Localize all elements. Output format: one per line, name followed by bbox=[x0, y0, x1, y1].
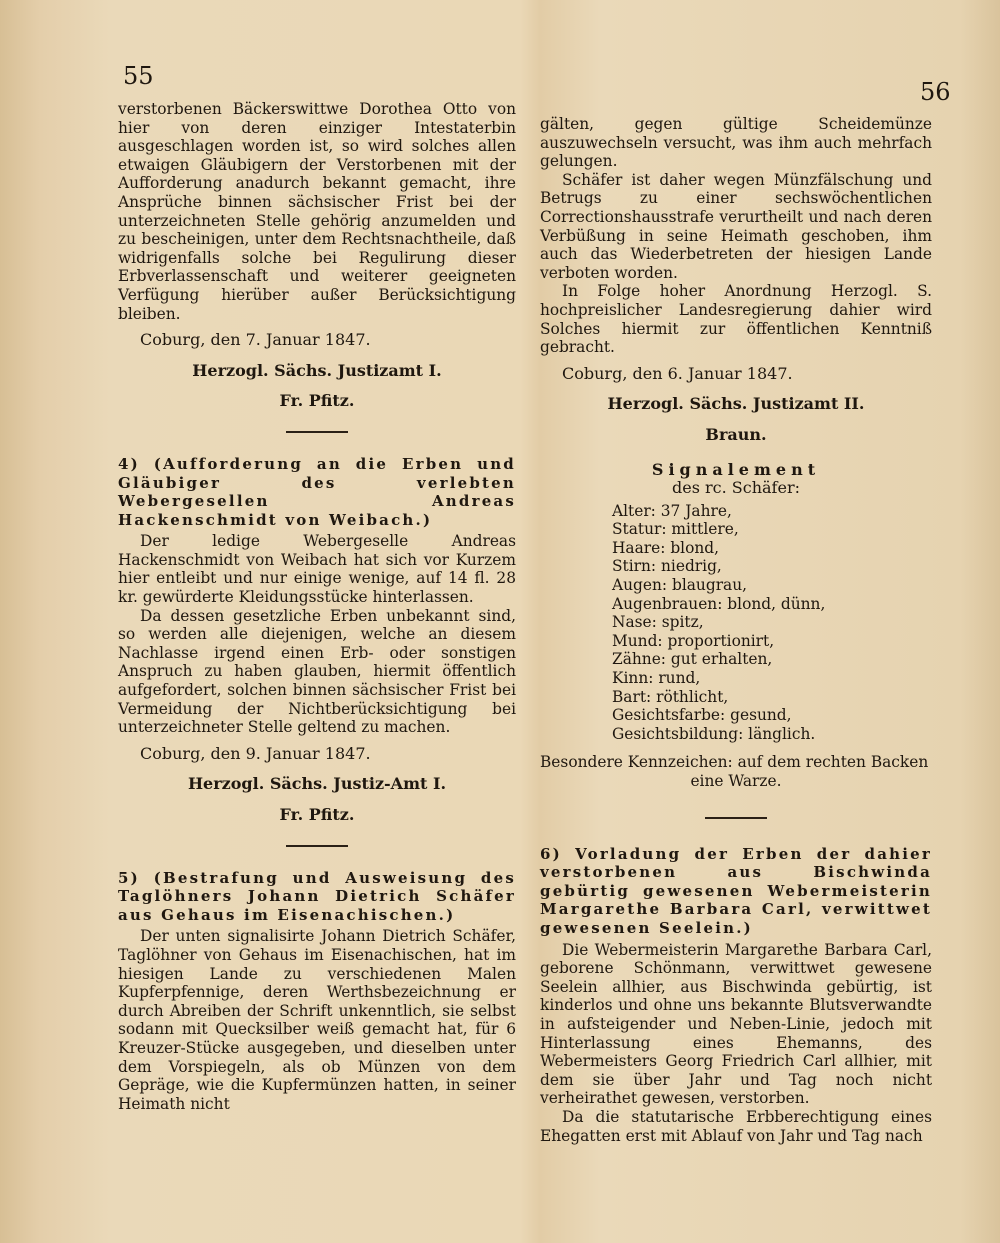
section-4-paragraph-2: Da dessen gesetzliche Erben unbekannt sind, so werden alle diejenigen, welche an diesem Nachlasse irgend einen Erb- oder sonstigen Anspruch zu haben glauben, hiermit öffentlich aufgefordert, solchen binnen sächsischer Frist bei Vermeidung der Nichtberücksichtigung bei unterzeichneter Stelle geltend zu machen. bbox=[118, 606, 516, 737]
section-divider bbox=[286, 845, 348, 847]
section-4-paragraph-1: Der ledige Webergeselle Andreas Hackenschmidt von Weibach hat sich vor Kurzem hier entleibt und nur einige wenige, auf 14 fl. 28 kr. gewürderte Kleidungsstücke hinterlassen. bbox=[118, 532, 516, 607]
signature-2: Fr. Pfitz. bbox=[279, 805, 355, 824]
description-item: Augenbrauen: blond, dünn, bbox=[612, 594, 826, 613]
intro-paragraph: verstorbenen Bäckerswittwe Dorothea Otto von hier von deren einziger Intestaterbin ausgeschlagen worden ist, so wird solches allen etwaigen Gläubigern der Verstorbenen mit der Aufforderung anadurch bekannt gemacht, ihre Ansprüche binnen sächsischer Frist bei der unterzeichneten Stelle gehörig anzumelden und zu bescheinigen, unter dem Rechtsnachtheile, daß widrigenfalls solche bei Regulirung dieser Erbverlassenschaft und weiterer geeigneten Verfügung hierüber außer Berücksichtigung bleiben. bbox=[118, 100, 516, 323]
description-item: Statur: mittlere, bbox=[612, 520, 739, 539]
right-column bbox=[540, 115, 932, 1145]
authority-line-2: Herzogl. Sächs. Justiz-Amt I. bbox=[187, 774, 447, 794]
authority-line-3: Herzogl. Sächs. Justizamt II. bbox=[607, 394, 865, 414]
authority-line-1: Herzogl. Sächs. Justizamt I. bbox=[192, 360, 442, 380]
description-item: Alter: 37 Jahre, bbox=[612, 501, 732, 520]
special-marks bbox=[540, 753, 932, 790]
section-6-heading: 6) Vorladung der Erben der dahier verstorbenen aus Bischwinda gebürtig gewesenen Webermeisterin Margarethe Barbara Carl, verwittwet gewesenen Seelein.) bbox=[540, 844, 932, 937]
left-column bbox=[118, 100, 516, 1113]
signature-1: Fr. Pfitz. bbox=[279, 391, 355, 411]
special-marks-line-2: eine Warze. bbox=[690, 772, 782, 790]
section-6-paragraph-2: Da die statutarische Erbberechtigung eines Ehegatten erst mit Ablauf von Jahr und Tag nach bbox=[540, 1107, 932, 1145]
section-divider bbox=[705, 817, 767, 819]
description-item: Augen: blaugrau, bbox=[612, 576, 748, 595]
description-item: Gesichtsbildung: länglich. bbox=[612, 724, 816, 743]
section-divider bbox=[286, 431, 348, 433]
section-4-heading: 4) (Aufforderung an die Erben und Gläubiger des verlebten Webergesellen Andreas Hackenschmidt von Weibach.) bbox=[118, 454, 516, 529]
description-item: Haare: blond, bbox=[612, 538, 720, 557]
page-number-left: 55 bbox=[123, 62, 154, 90]
description-item: Stirn: niedrig, bbox=[612, 557, 722, 576]
section-5-heading: 5) (Bestrafung und Ausweisung des Taglöhners Johann Dietrich Schäfer aus Gehaus im Eisenachischen.) bbox=[118, 868, 516, 924]
date-line-2: Coburg, den 9. Januar 1847. bbox=[140, 743, 371, 763]
description-item: Bart: röthlicht, bbox=[612, 687, 729, 706]
signalement-subtitle: des rc. Schäfer: bbox=[672, 478, 800, 498]
description-item: Mund: proportionirt, bbox=[612, 631, 775, 650]
section-6-paragraph-1: Die Webermeisterin Margarethe Barbara Carl, geborene Schönmann, verwittwet gewesene Seelein allhier, aus Bischwinda gebürtig, ist kinderlos und ohne uns bekannte Blutsverwandte in aufsteigender und Neben-Linie, jedoch mit Hinterlassung eines Ehemanns, des Webermeisters Georg Friedrich Carl allhier, mit dem sie über Jahr und Tag noch nicht verheirathet gewesen, verstorben. bbox=[540, 940, 932, 1108]
page-number-right: 56 bbox=[920, 78, 951, 106]
description-item: Nase: spitz, bbox=[612, 613, 704, 632]
signature-3: Braun. bbox=[705, 424, 767, 444]
continued-paragraph: gälten, gegen gültige Scheidemünze auszuwechseln versucht, was ihm auch mehrfach gelungen. bbox=[540, 115, 932, 171]
signalement-title: Signalement bbox=[651, 459, 821, 479]
date-line-1: Coburg, den 7. Januar 1847. bbox=[140, 330, 371, 350]
description-item: Zähne: gut erhalten, bbox=[612, 650, 773, 669]
sentence-paragraph: Schäfer ist daher wegen Münzfälschung und Betrugs zu einer sechswöchentlichen Correctionshausstrafe verurtheilt und nach deren Verbüßung in seine Heimath geschoben, ihm auch das Wiederbetreten der hiesigen Lande verboten worden. bbox=[540, 170, 932, 282]
special-marks-line-1: Besondere Kennzeichen: auf dem rechten Backen bbox=[540, 753, 929, 772]
date-line-3: Coburg, den 6. Januar 1847. bbox=[562, 363, 793, 383]
description-item: Gesichtsfarbe: gesund, bbox=[612, 706, 792, 725]
publication-paragraph: In Folge hoher Anordnung Herzogl. S. hochpreislicher Landesregierung dahier wird Solches hiermit zur öffentlichen Kenntniß gebracht. bbox=[540, 282, 932, 357]
description-item: Kinn: rund, bbox=[612, 669, 701, 688]
section-5-paragraph-1: Der unten signalisirte Johann Dietrich Schäfer, Taglöhner von Gehaus im Eisenachischen, hat im hiesigen Lande zu verschiedenen Malen Kupferpfennige, deren Werthsbezeichnung er durch Abreiben der Schrift unkenntlich, sie selbst sodann mit Quecksilber weiß gemacht hat, für 6 Kreuzer-Stücke ausgegeben, und dieselben unter dem Vorspiegeln, als ob Münzen von dem Gepräge, wie die Kupfermünzen hatten, in seiner Heimath nicht bbox=[118, 927, 516, 1113]
description-list bbox=[612, 502, 932, 744]
